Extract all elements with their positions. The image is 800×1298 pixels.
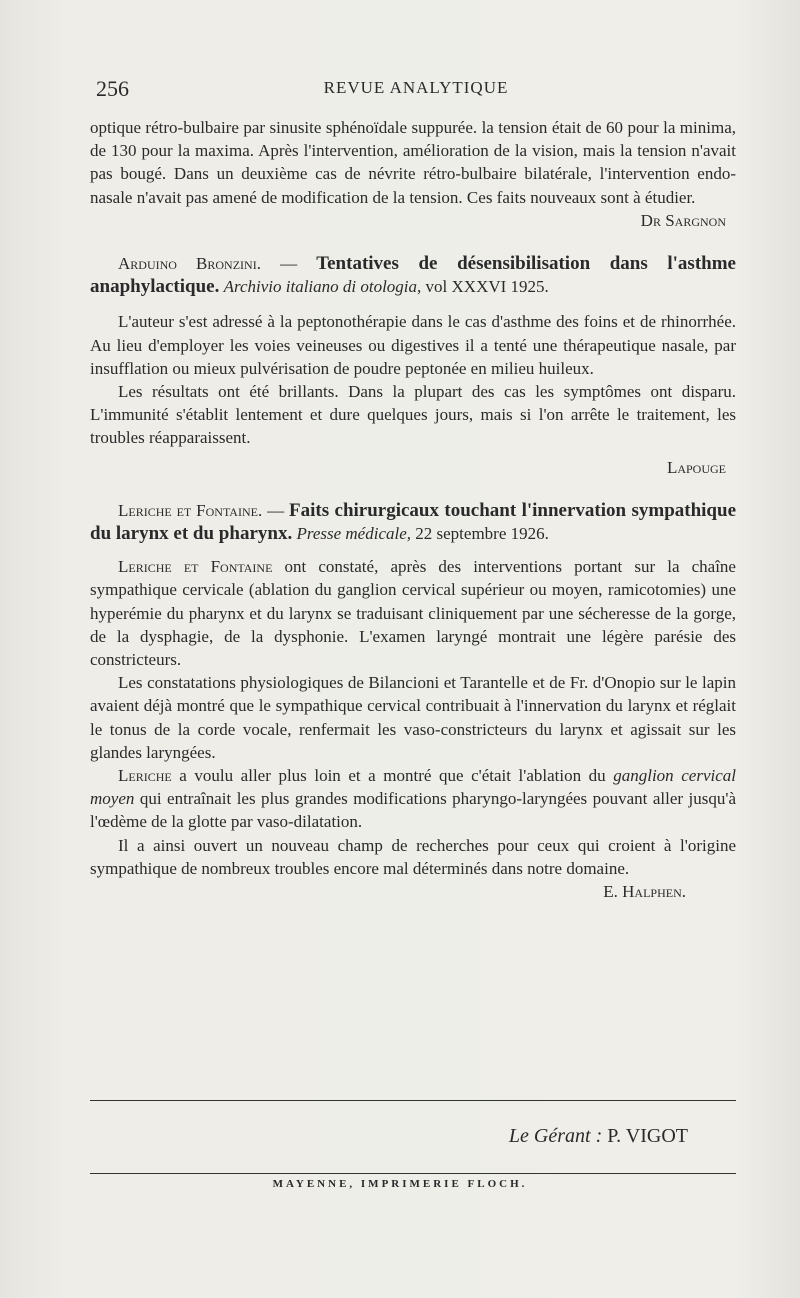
signature-lapouge: Lapouge bbox=[666, 457, 726, 477]
divider bbox=[90, 1173, 736, 1174]
article-2-title: Faits chirurgicaux touchant l'innervation sympathique du larynx et du pharynx. bbox=[90, 499, 736, 545]
article-2-paragraph: Les constatations physiologiques de Bilancioni et Tarantelle et de Fr. d'Onopio sur le lapin avaient déjà montré que le sympathique cervical contribuait à l'innervation du larynx et réglait le tonus de la corde vocale, renfermait les vaso-constricteurs du larynx et agissait sur les glandes laryngées. bbox=[90, 673, 736, 762]
article-2-source-details: 22 septembre 1926. bbox=[411, 524, 549, 544]
printer-imprint: MAYENNE, IMPRIMERIE FLOCH. bbox=[272, 1178, 528, 1190]
article-2-source: Presse médicale, bbox=[296, 524, 412, 544]
page-header bbox=[96, 76, 736, 102]
page-content bbox=[90, 116, 736, 903]
article-1-paragraph: L'auteur s'est adressé à la peptonothérapie dans le cas d'asthme des foins et de rhinorrhée. Au lieu d'employer les voies veineuses ou digestives il a tenté une thérapeutique nasale, par insufflation ou mieux pulvérisation de poudre peptonée en milieu huileux. bbox=[90, 312, 736, 378]
signature-halphen: E. Halphen. bbox=[603, 882, 686, 902]
page-number: 256 bbox=[96, 76, 129, 101]
article-1-authors: Arduino Bronzini. bbox=[118, 254, 261, 274]
article-1-title: Tentatives de désensibilisation dans l'asthme anaphylactique. bbox=[90, 253, 736, 298]
running-title: REVUE ANALYTIQUE bbox=[323, 78, 509, 97]
gerant-line: Le Gérant : P. VIGOT bbox=[508, 1125, 688, 1147]
article-1-source-details: vol XXXVI 1925. bbox=[421, 277, 549, 297]
article-1-heading: Arduino Bronzini. — Tentatives de désensibilisation dans l'asthme anaphylactique. Archivio italiano di otologia, vol XXXVI 1925. bbox=[90, 253, 736, 298]
article-2-paragraph: Leriche a voulu aller plus loin et a montré que c'était l'ablation du ganglion cervical moyen qui entraînait les plus grandes modifications pharyngo-laryngées pouvant aller jusqu'à l'œdème de la glotte par vaso-dilatation. bbox=[90, 766, 736, 832]
article-2-paragraph: Leriche et Fontaine ont constaté, après des interventions portant sur la chaîne sympathique cervicale (ablation du ganglion cervical supérieur ou moyen, ramicotomies) une hyperémie du pharynx et du larynx se traduisant cliniquement par une sécheresse de la gorge, de la dysphagie, de la dysphonie. L'examen laryngé montrait une légère parésie des constricteurs. bbox=[90, 557, 736, 670]
article-1-source: Archivio italiano di otologia, bbox=[223, 277, 422, 297]
divider bbox=[90, 1100, 736, 1101]
signature-sargnon: Dr Sargnon bbox=[640, 210, 726, 230]
continuation-paragraph: optique rétro-bulbaire par sinusite sphénoïdale suppurée. la tension était de 60 pour la minima, de 130 pour la maxima. Après l'intervention, amélioration de la vision, mais la tension n'avait pas bougé. Dans un deuxième cas de névrite rétro-bulbaire bilatérale, l'intervention endo-nasale n'avait pas amené de modification de la tension. Ces faits nouveaux sont à étudier. bbox=[90, 118, 736, 207]
article-2-authors: Leriche et Fontaine. bbox=[118, 500, 263, 520]
article-1-paragraph: Les résultats ont été brillants. Dans la plupart des cas les symptômes ont disparu. L'immunité s'établit lentement et dure quelques jours, mais si l'on arrête le traitement, les troubles réapparaissent. bbox=[90, 382, 736, 448]
article-2-paragraph: Il a ainsi ouvert un nouveau champ de recherches pour ceux qui croient à l'origine sympathique de nombreux troubles encore mal déterminés dans notre domaine. E. Halphen. bbox=[90, 834, 736, 880]
article-2-heading: Leriche et Fontaine. — Faits chirurgicaux touchant l'innervation sympathique du larynx et du pharynx. Presse médicale, 22 septembre 1926. bbox=[90, 499, 736, 545]
